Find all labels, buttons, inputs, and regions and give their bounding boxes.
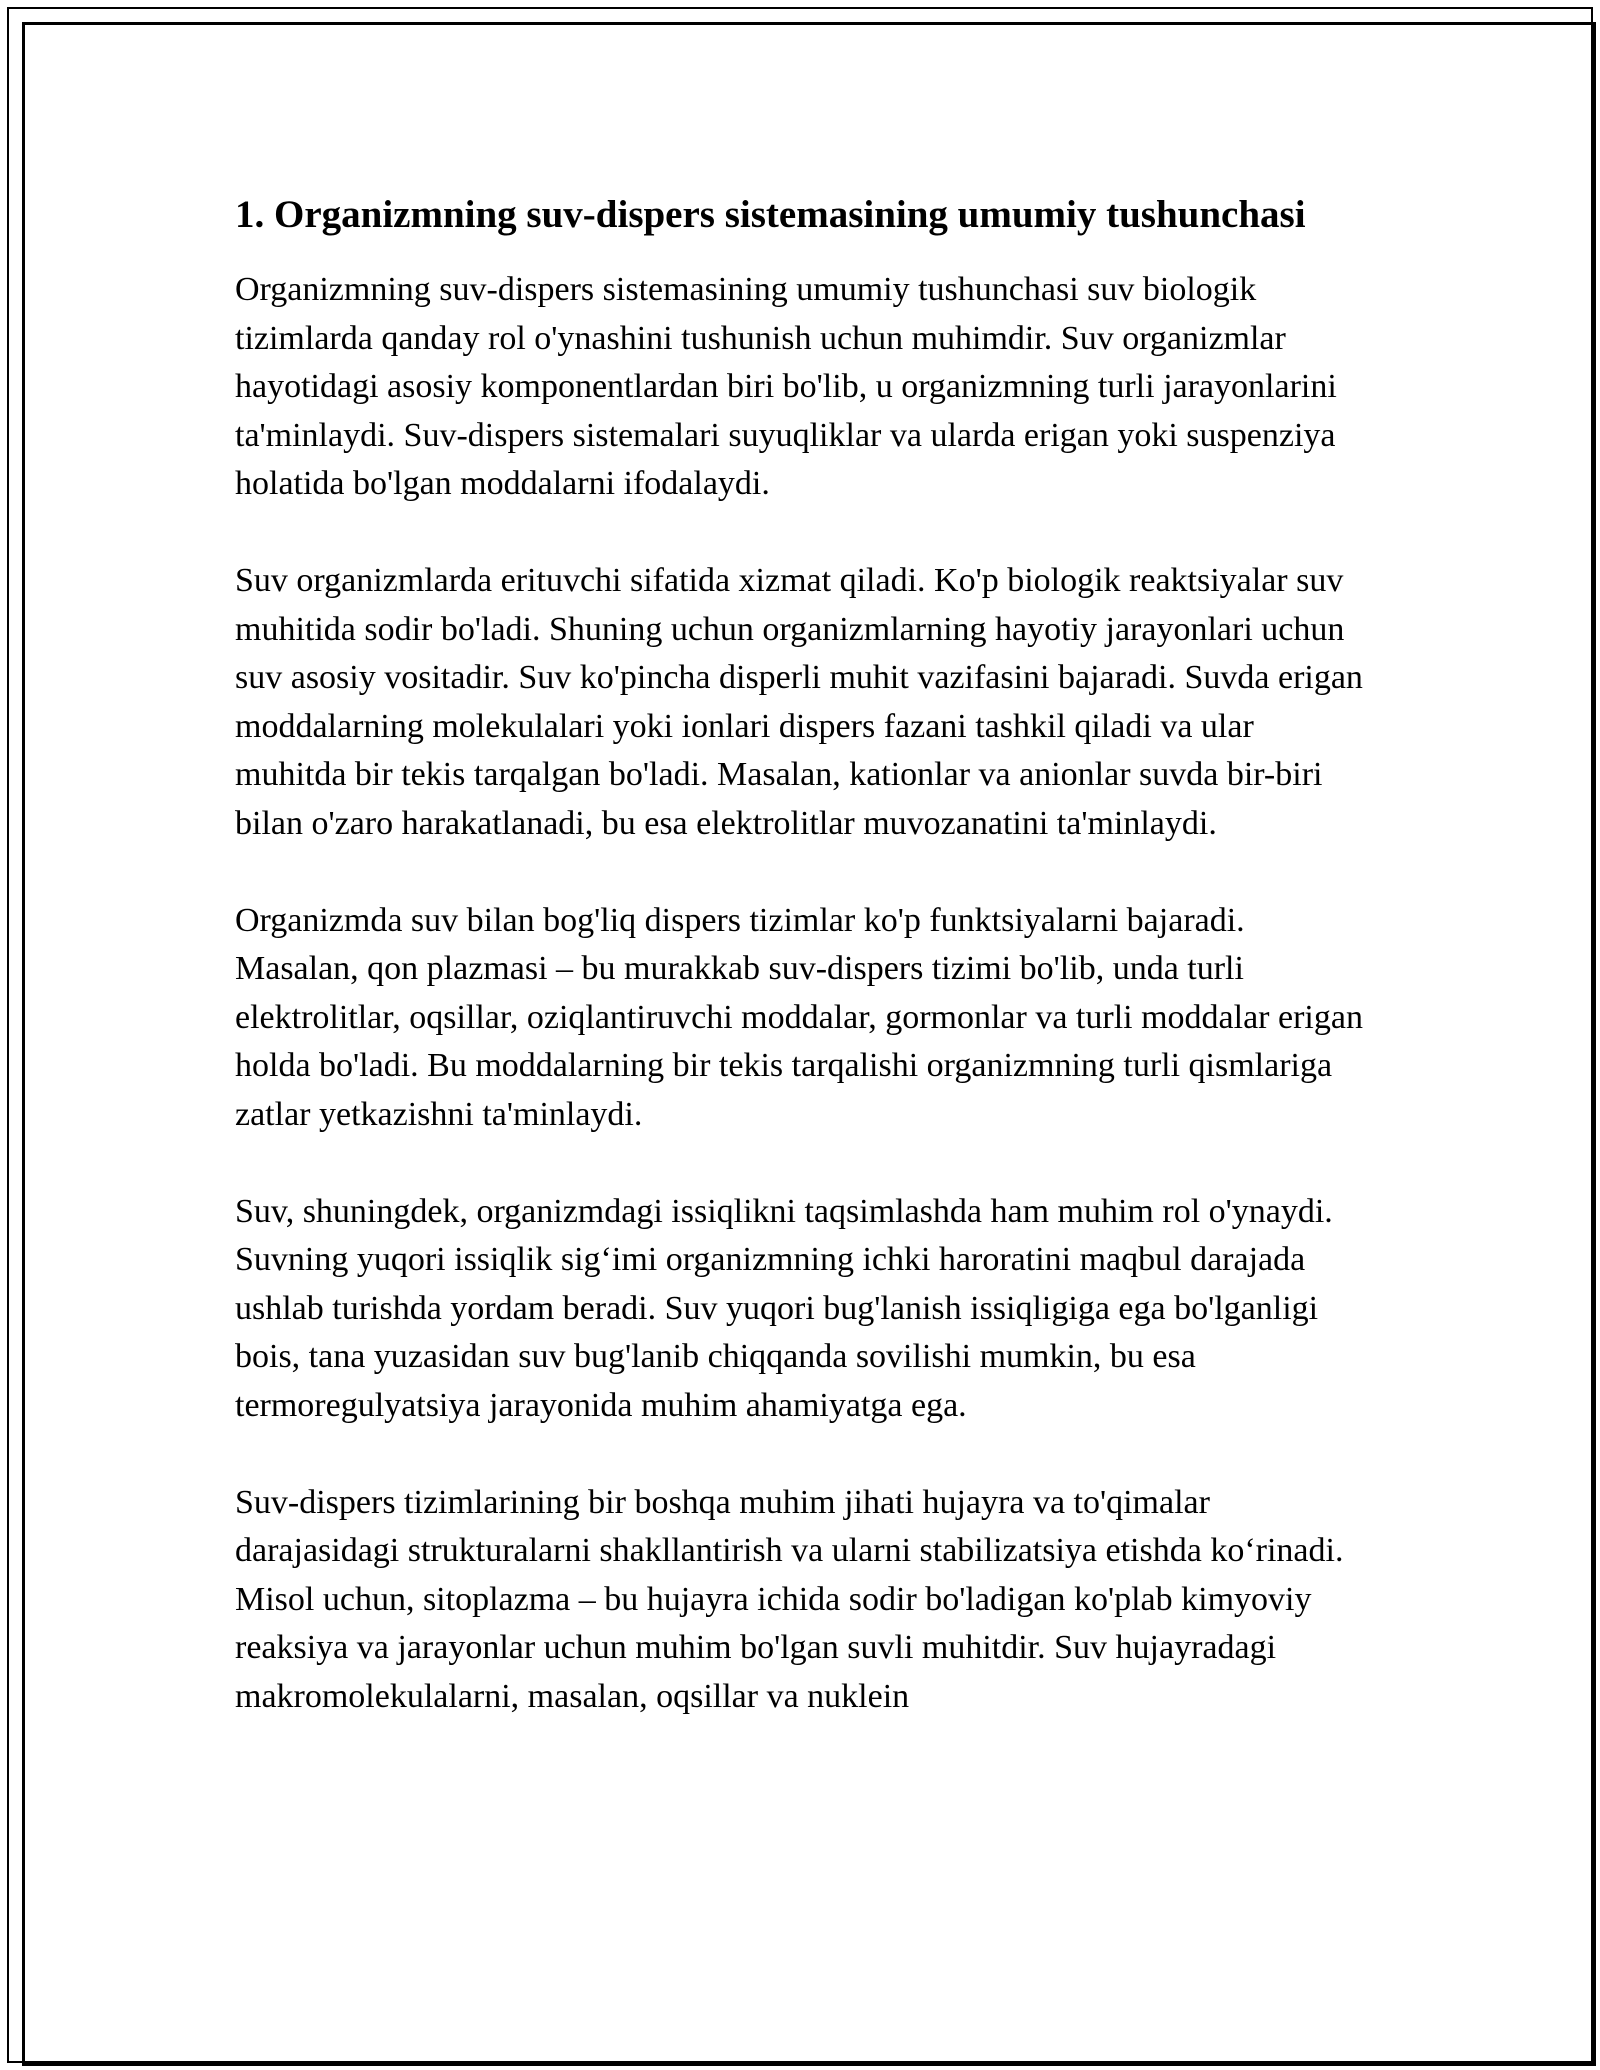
paragraph-4: Suv, shuningdek, organizmdagi issiqlikni taqsimlashda ham muhim rol o'ynaydi. Suvning yuqori issiqlik sig‘imi organizmning ichki haroratini maqbul darajada ushlab turishda yordam beradi. Suv yuqori bug'lanish issiqligiga ega bo'lganligi bois, tana yuzasidan suv bug'lanib chiqqanda sovilishi mumkin, bu esa termoregulyatsiya jarayonida muhim ahamiyatga ega. — [235, 1192, 1333, 1424]
paragraph-1: Organizmning suv-dispers sistemasining umumiy tushunchasi suv biologik tizimlarda qanday rol o'ynashini tushunish uchun muhimdir. Suv organizmlar hayotidagi asosiy komponentlardan biri bo'lib, u organizmning turli jarayonlarini ta'minlaydi. Suv-dispers sistemalari suyuqliklar va ularda erigan yoki suspenziya holatida bo'lgan moddalarni ifodalaydi. — [235, 271, 1337, 502]
paragraph-2: Suv organizmlarda erituvchi sifatida xizmat qiladi. Ko'p biologik reaktsiyalar suv muhitida sodir bo'ladi. Shuning uchun organizmlarning hayotiy jarayonlari uchun suv asosiy vositadir. Suv ko'pincha disperli muhit vazifasini bajaradi. Suvda erigan moddalarning molekulalari yoki ionlari dispers fazani tashkil qiladi va ular muhitda bir tekis tarqalgan bo'ladi. Masalan, kationlar va anionlar suvda bir-biri bilan o'zaro harakatlanadi, bu esa elektrolitlar muvozanatini ta'minlaydi. — [235, 562, 1363, 842]
document-body — [235, 188, 1365, 1770]
paragraph-5: Suv-dispers tizimlarining bir boshqa muhim jihati hujayra va to'qimalar darajasidagi strukturalarni shakllantirish va ularni stabilizatsiya etishda ko‘rinadi. Misol uchun, sitoplazma – bu hujayra ichida sodir bo'ladigan ko'plab kimyoviy reaksiya va jarayonlar uchun muhim bo'lgan suvli muhitdir. Suv hujayradagi makromolekulalarni, masalan, oqsillar va nuklein — [235, 1483, 1344, 1715]
paragraph-3: Organizmda suv bilan bog'liq dispers tizimlar ko'p funktsiyalarni bajaradi. Masalan, qon plazmasi – bu murakkab suv-dispers tizimi bo'lib, unda turli elektrolitlar, oqsillar, oziqlantiruvchi moddalar, gormonlar va turli moddalar erigan holda bo'ladi. Bu moddalarning bir tekis tarqalishi organizmning turli qismlariga zatlar yetkazishni ta'minlaydi. — [235, 901, 1363, 1133]
section-heading: 1. Organizmning suv-dispers sistemasining umumiy tushunchasi — [235, 193, 1306, 236]
